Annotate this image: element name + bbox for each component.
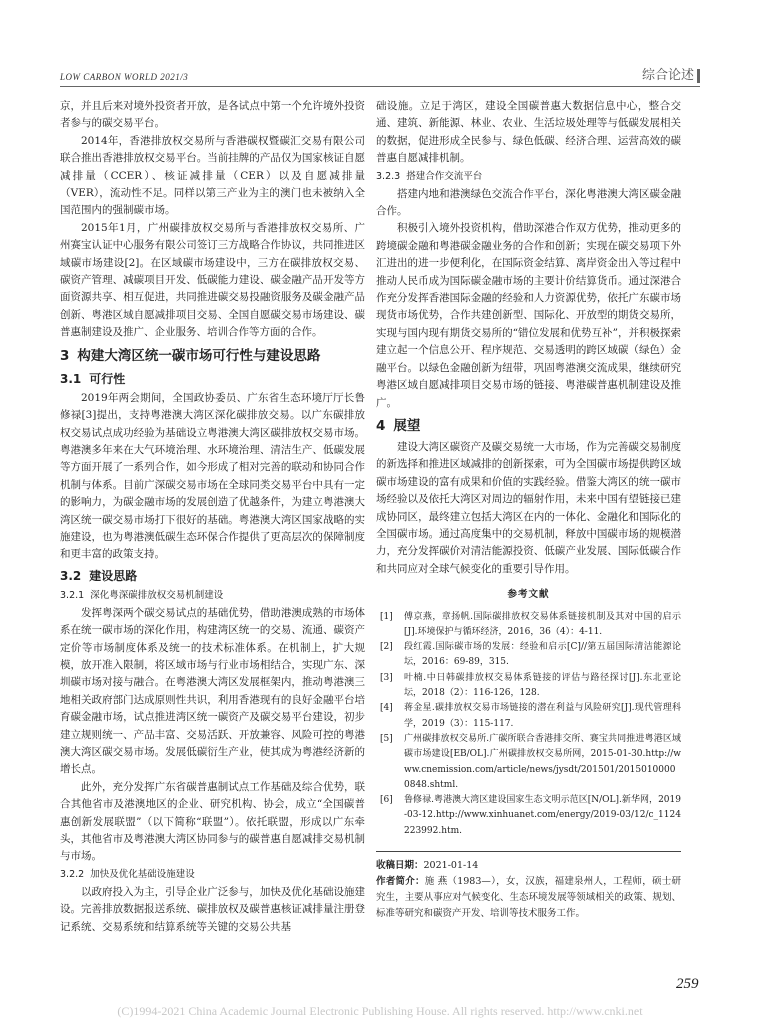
subsubsection-heading-3-2-2: 3.2.2 加快及优化基础设施建设 <box>60 868 195 880</box>
section-heading-3: 3 构建大湾区统一碳市场可行性与建设思路 <box>60 347 321 364</box>
running-header <box>60 64 700 87</box>
section-heading-4: 4 展望 <box>376 417 421 434</box>
subsection-heading-3-2: 3.2 建设思路 <box>60 568 138 583</box>
paragraph: 积极引入境外投资机构，借助深港合作双方优势，推动更多的跨境碳金融和粤港碳金融业务的合作和创新；实现在碳交易项下外汇进出的进一步便利化，在国际资金结算、离岸资金出入等过程中推动人民币成为国际碳金融市场的主要计价结算货币。通过深港合作充分发挥香港国际金融的经验和人力资源优势，依托广东碳市场现货市场优势，合作共建创新型、国际化、开放型的期货交易所，实现与国内现有期货交易所的“错位发展和优势互补”，并积极探索建立起一个信息公开、程序规范、交易透明的跨区域碳（绿色）金融平台。以绿色金融创新为纽带，巩固粤港澳交流成果，继续研究粤港区域自愿减排项目交易市场的链接、粤港碳普惠机制建设及推广。 <box>376 222 681 409</box>
reference-item: [3] 叶楠.中日韩碳排放权交易体系链接的评估与路径探讨[J].东北亚论坛，2018（2）：116-126，128. <box>380 672 681 699</box>
section-tag: 综合论述 <box>641 68 694 83</box>
paragraph: 京，并且后来对境外投资者开放，是各试点中第一个允许境外投资者参与的碳交易平台。 <box>60 100 365 130</box>
subsubsection-heading-3-2-1: 3.2.1 深化粤深碳排放权交易机制建设 <box>60 589 224 601</box>
paragraph: 础设施。立足于湾区，建设全国碳普惠大数据信息中心，整合交通、建筑、新能源、林业、农业、生活垃圾处理等与低碳发展相关的数据，促进形成全民参与、绿色低碳、经济合理、运营高效的碳普惠自愿减排机制。 <box>376 100 681 165</box>
subsection-heading-3-1: 3.1 可行性 <box>60 371 126 386</box>
reference-item: [1] 傅京燕，章扬帆.国际碳排放权交易体系链接机制及其对中国的启示[J].环境保护与循环经济，2016，36（4）：4-11. <box>380 611 681 637</box>
paragraph: 搭建内地和港澳绿色交流合作平台，深化粤港澳大湾区碳金融合作。 <box>376 187 681 218</box>
right-column <box>376 98 681 922</box>
paragraph: 2019年两会期间，全国政协委员、广东省生态环境厅厅长鲁修禄[3]提出，支持粤港澳大湾区深化碳排放交易。以广东碳排放权交易试点成功经验为基础设立粤港澳大湾区碳排放权交易市场。粤港澳多年来在大气环境治理、水环境治理、清洁生产、低碳发展等方面开展了一系列合作，如今形成了相对完善的联动和协同合作机制与体系。目前广深碳交易市场在全球同类交易平台中具有一定的影响力，为碳金融市场的发展创造了优越条件，为建立粤港澳大湾区统一碳交易市场打下很好的基础。粤港澳大湾区国家战略的实施建设，也为粤港澳低碳生态环保合作提供了更高层次的保障制度和更丰富的政策支持。 <box>60 391 365 561</box>
paragraph: 建设大湾区碳资产及碳交易统一大市场，作为完善碳交易制度的新选择和推进区域减排的创新探索，可为全国碳市场提供跨区域碳市场建设的富有成果和价值的实践经验。借鉴大湾区的统一碳市场经验以及依托大湾区对周边的辐射作用，未来中国有望链接已建成协同区，最终建立包括大湾区在内的一体化、金融化和国际化的全国碳市场。通过高度集中的交易机制，释放中国碳市场的规模潜力，充分发挥碳价对清洁能源投资、低碳产业发展、国际低碳合作和共同应对全球气候变化的重要引导作用。 <box>376 440 681 575</box>
reference-item: [5] 广州碳排放权交易所.广碳所联合香港排交所、赛宝共同推进粤港区域碳市场建设[EB/OL].广州碳排放权交易所网，2015-01-30.http://www.cnemission.com/article/news/jysdt/201501/20150100000848.shtml. <box>380 733 681 790</box>
paragraph: 2015年1月，广州碳排放权交易所与香港排放权交易所、广州赛宝认证中心服务有限公司签订三方战略合作协议，共同推进区域碳市场建设[2]。在区域碳市场建设中，三方在碳排放权交易、碳资产管理、减碳项目开发、低碳能力建设、碳金融产品开发等方面资源共享、相互促进，共同推进碳交易投融资服务及碳金融产品创新、粤港区域自愿减排项目交易、全国自愿碳交易市场建设、碳普惠制建设及推广、企业服务、培训合作等方面的合作。 <box>60 221 365 339</box>
journal-name: LOW CARBON WORLD 2021/3 <box>60 72 189 82</box>
paragraph: 发挥粤深两个碳交易试点的基础优势，借助港澳成熟的市场体系在统一碳市场的深化作用，构建湾区统一的交易、流通、碳资产定价等市场制度体系及统一的技术标准体系。在机制上，扩大规模，放开准入限制，将区域市场与行业市场相结合，实现广东、深圳碳市场对接与融合。在粤港澳大湾区发展框架内，推动粤港澳三地相关政府部门达成原则性共识，利用香港现有的良好金融平台培育碳金融市场，试点推进湾区统一碳资产及碳交易平台建设，初步建立规则统一、产品丰富、交易活跃、开放兼容、风险可控的粤港澳大湾区碳交易市场。发展低碳衍生产业，使其成为粤港经济新的增长点。 <box>60 606 365 776</box>
article-info <box>376 851 681 922</box>
page-number: 259 <box>676 976 699 992</box>
references-title: 参考文献 <box>507 589 550 601</box>
paragraph: 以政府投入为主，引导企业广泛参与，加快及优化基础设施建设。完善排放数据报送系统、碳排放权及碳普惠核证减排量注册登记系统、交易系统和结算系统等关键的交易公共基 <box>60 885 365 933</box>
reference-list <box>376 610 681 839</box>
paragraph: 2014年，香港排放权交易所与香港碳权暨碳汇交易有限公司联合推出香港排放权交易平台。当前挂牌的产品仅为国家核证自愿减排量（CCER）、核证减排量（CER）以及自愿减排量（VER），流动性不足。同样以第三产业为主的澳门也未被纳入全国范围内的强制碳市场。 <box>60 134 365 217</box>
left-column <box>60 98 365 936</box>
subsubsection-heading-3-2-3: 3.2.3 搭建合作交流平台 <box>376 170 483 182</box>
author-bio: 作者简介：施 燕（1983—），女，汉族，福建泉州人，工程师，硕士研究生，主要从事应对气候变化、生态环境发展等领域相关的政策、规划、标准等研究和碳资产开发、培训等技术服务工作。 <box>376 876 681 920</box>
paragraph: 此外，充分发挥广东省碳普惠制试点工作基础及综合优势，联合其他省市及港澳地区的企业、研究机构、协会，成立“全国碳普惠创新发展联盟”（以下简称“联盟”）。依托联盟，形成以广东牵头，其他省市及粤港澳大湾区协同参与的碳普惠自愿减排交易机制与市场。 <box>60 780 365 863</box>
received-date: 收稿日期：2021-01-14 <box>376 860 479 872</box>
section-bar <box>697 69 700 83</box>
copyright-footer: (C)1994-2021 China Academic Journal Electronic Publishing House. All rights reserved. http://www.cnki.net <box>117 1004 643 1018</box>
reference-item: [4] 蒋金星.碳排放权交易市场链接的潜在利益与风险研究[J].现代管理科学，2019（3）：115-117. <box>380 703 681 729</box>
reference-item: [6] 鲁修禄.粤港澳大湾区建设国家生态文明示范区[N/OL].新华网，2019-03-12.http://www.xinhuanet.com/energy/2019-03/12/c_1124223992.htm. <box>380 795 681 836</box>
reference-item: [2] 段红霞.国际碳市场的发展：经验和启示[C]//第五届国际清洁能源论坛，2016：69-89，315. <box>380 642 681 668</box>
